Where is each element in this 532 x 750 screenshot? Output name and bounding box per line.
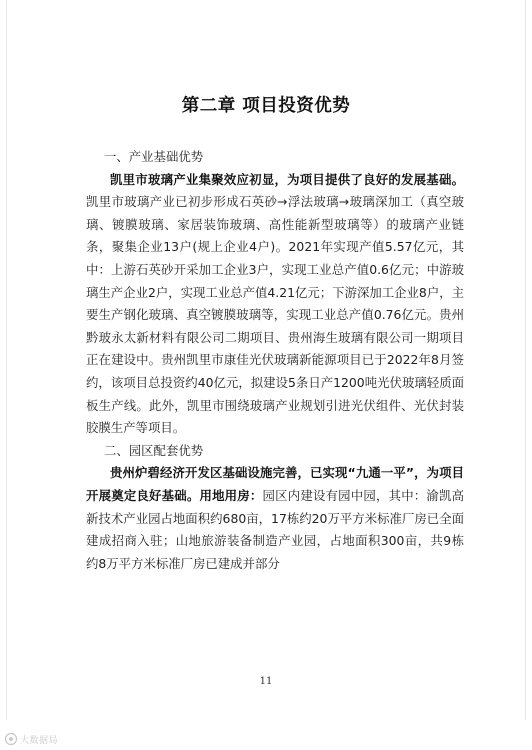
watermark-text: 大数据局 — [20, 735, 59, 746]
paragraph-lead: 贵州炉碧经济开发区基础设施完善，已实现“九通一平”，为项目开展奠定良好基础。用地用房： — [86, 465, 464, 503]
document-body — [86, 146, 464, 575]
page-number: 11 — [259, 676, 273, 687]
section-heading-industry: 一、产业基础优势 — [104, 149, 204, 164]
paragraph-industry-foundation — [86, 169, 464, 440]
section-heading-park: 二、园区配套优势 — [104, 442, 204, 458]
watermark — [4, 732, 58, 746]
paragraph-lead: 凯里市玻璃产业集聚效应初显，为项目提供了良好的发展基础。 — [110, 171, 464, 187]
watermark-logo-icon — [4, 732, 18, 746]
paragraph-body: 园区内建设有园中园，其中：渝凯高新技术产业园占地面积约680亩，17栋约20万平方米标准厂房已全面建成招商入驻；山地旅游装备制造产业园，占地面积300亩，共9栋约8万平方米标准厂房已建成并部分 — [86, 487, 465, 571]
paragraph-body: 凯里市玻璃产业已初步形成石英砂→浮法玻璃→玻璃深加工（真空玻璃、镀膜玻璃、家居装饰玻璃、高性能新型玻璃等）的玻璃产业链条，聚集企业13户(规上企业4户)。2021年实现产值5.57亿元，其中：上游石英砂开采加工企业3户，实现工业总产值0.6亿元；中游玻璃生产企业2户，实现工业总产值4.21亿元；下游深加工企业8户，主要生产钢化玻璃、真空镀膜玻璃等，实现工业总产值0.76亿元。贵州黔玻永太新材料有限公司二期项目、贵州海生玻璃有限公司一期项目正在建设中。贵州凯里市康佳光伏玻璃新能源项目已于2022年8月签约，该项目总投资约40亿元，拟建设5条日产1200吨光伏玻璃轻质面板生产线。此外，凯里市围绕玻璃产业规划引进光伏组件、光伏封装胶膜生产等项目。 — [86, 194, 464, 436]
paragraph-park-support — [86, 462, 464, 575]
chapter-title: 第二章 项目投资优势 — [181, 96, 351, 116]
